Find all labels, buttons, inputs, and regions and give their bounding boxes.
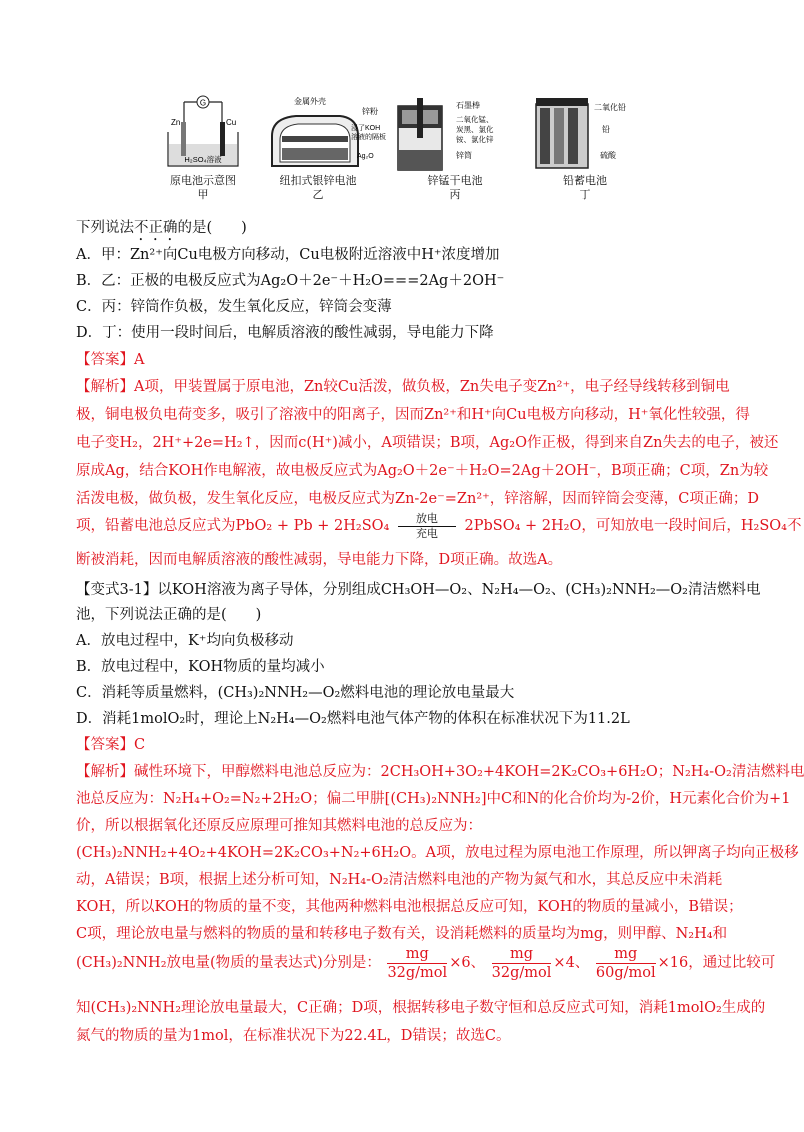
figure-caption: 铅蓄电池: [563, 174, 607, 187]
figure-caption: 原电池示意图: [170, 174, 236, 187]
svg-text:炭黑、氯化: 炭黑、氯化: [456, 125, 494, 134]
svg-text:Ag₂O: Ag₂O: [357, 153, 374, 160]
figure-lead-acid-battery: [530, 92, 640, 202]
explanation-line-reaction: 项，铅蓄电池总反应式为PbO₂ + Pb + 2H₂SO₄ 放电 充电 2PbSO₄ + 2H₂O，可知放电一段时间后，H₂SO₄不: [76, 511, 802, 540]
explanation-line: C项，理论放电量与燃料的物质的量和转移电子数有关，设消耗燃料的质量均为mg，则甲醇、N₂H₄和: [76, 926, 728, 942]
explanation-line: 原成Ag，结合KOH作电解液，故电极反应式为Ag₂O＋2e⁻＋H₂O=2Ag＋2OH⁻，B项正确；C项，Zn为较: [76, 463, 769, 479]
figure-button-battery: [258, 92, 386, 202]
svg-text:溶液的隔板: 溶液的隔板: [351, 134, 386, 141]
fraction: $\frac{mg}{\text{32g/mol}}$: [387, 945, 448, 981]
emphasis-dotted-text: 不正确: [134, 220, 178, 236]
figure-caption: 纽扣式银锌电池: [279, 174, 357, 187]
svg-text:铅: 铅: [602, 125, 610, 134]
svg-text:二氧化铅: 二氧化铅: [594, 103, 626, 112]
galvanic-cell-diagram: [158, 92, 248, 174]
answer: 【答案】A: [76, 352, 145, 368]
option-a: A．甲：Zn²⁺向Cu电极方向移动，Cu电极附近溶液中H⁺浓度增加: [76, 247, 500, 263]
svg-text:二氧化锰、: 二氧化锰、: [456, 115, 494, 124]
explanation-line: 价，所以根据氧化还原反应原理可推知其燃料电池的总反应为：: [76, 818, 482, 834]
svg-text:G: G: [199, 98, 207, 108]
dry-cell-diagram: [390, 92, 520, 174]
question-stem: 【变式3-1】以KOH溶液为离子导体，分别组成CH₃OH—O₂、N₂H₄—O₂、(CH₃)₂NNH₂—O₂清洁燃料电: [76, 582, 761, 598]
explanation-line: 氮气的物质的量为1mol，在标准状况下为22.4L，D错误；故选C。: [76, 1028, 511, 1044]
svg-text:锌粉: 锌粉: [362, 107, 378, 116]
explanation-line: 池总反应为：N₂H₄+O₂=N₂+2H₂O；偏二甲肼[(CH₃)₂NNH₂]中C和N的化合价均为-2价，H元素化合价为+1: [76, 791, 791, 807]
lead-acid-battery-diagram: [530, 92, 640, 174]
figure-label: 甲: [197, 188, 209, 201]
figure-label: 丙: [449, 188, 461, 201]
option-c: C．消耗等质量燃料，(CH₃)₂NNH₂—O₂燃料电池的理论放电量最大: [76, 685, 515, 701]
explanation-line: 【解析】A项，甲装置属于原电池，Zn较Cu活泼，做负极，Zn失电子变Zn²⁺，电子经导线转移到铜电: [76, 379, 730, 395]
option-a: A．放电过程中，K⁺均向负极移动: [76, 633, 294, 649]
figure-label: 乙: [312, 188, 324, 201]
explanation-line-fractions: (CH₃)₂NNH₂放电量(物质的量表达式)分别是： $\frac{mg}{\text{32g/mol}}$ ×6、 $\frac{mg}{\text{32g/mol}}$ ×4、 $\frac{mg}{\text{60g/mol}}$ ×16，通过比较可: [76, 945, 776, 981]
explanation-line: 极，铜电极负电荷变多，吸引了溶液中的阳离子，因而Zn²⁺和H⁺向Cu电极方向移动，H⁺氧化性较强，得: [76, 407, 750, 423]
explanation-line: 【解析】碱性环境下，甲醇燃料电池总反应为：2CH₃OH+3O₂+4KOH=2K₂CO₃+6H₂O；N₂H₄-O₂清洁燃料电: [76, 764, 804, 780]
option-b: B．放电过程中，KOH物质的量均减小: [76, 659, 325, 675]
explanation-line: 活泼电极，做负极，发生氧化反应，电极反应式为Zn-2e⁻=Zn²⁺，锌溶解，因而锌筒会变薄，C项正确；D: [76, 491, 760, 507]
svg-text:Cu: Cu: [226, 118, 237, 127]
figure-row: [140, 92, 660, 212]
option-b: B．乙：正极的电极反应式为Ag₂O＋2e⁻＋H₂O===2Ag＋2OH⁻: [76, 273, 505, 289]
svg-text:硫酸: 硫酸: [600, 151, 616, 160]
svg-text:H₂SO₄溶液: H₂SO₄溶液: [184, 155, 222, 164]
svg-text:金属外壳: 金属外壳: [294, 97, 326, 106]
explanation-line: KOH，所以KOH的物质的量不变，其他两种燃料电池根据总反应可知，KOH的物质的量减小，B错误；: [76, 899, 743, 915]
fraction: $\frac{mg}{\text{60g/mol}}$: [595, 945, 656, 981]
svg-text:Zn: Zn: [171, 118, 181, 127]
explanation-line: (CH₃)₂NNH₂+4O₂+4KOH=2K₂CO₃+N₂+6H₂O。A项，放电过程为原电池工作原理，所以钾离子均向正极移: [76, 845, 799, 861]
explanation-line: 断被消耗，因而电解质溶液的酸性减弱，导电能力下降，D项正确。故选A。: [76, 552, 563, 568]
figure-dry-cell: [390, 92, 520, 202]
figure-caption: 锌锰干电池: [427, 174, 483, 187]
svg-text:石墨棒: 石墨棒: [456, 101, 480, 110]
fraction: $\frac{mg}{\text{32g/mol}}$: [491, 945, 552, 981]
svg-text:浸了KOH: 浸了KOH: [351, 125, 381, 132]
question-stem: 下列说法不正确的是( ): [76, 220, 247, 236]
option-d: D．丁：使用一段时间后，电解质溶液的酸性减弱，导电能力下降: [76, 325, 494, 341]
explanation-line: 电子变H₂，2H⁺+2e=H₂↑，因而c(H⁺)减小，A项错误；B项，Ag₂O作正极，得到来自Zn失去的电子，被还: [76, 435, 779, 451]
question-stem: 池，下列说法正确的是( ): [76, 607, 262, 623]
option-c: C．丙：锌筒作负极，发生氧化反应，锌筒会变薄: [76, 299, 392, 315]
reversible-arrow: 放电 充电: [398, 513, 456, 540]
figure-galvanic-cell: [158, 92, 248, 202]
svg-text:铵、氯化锌: 铵、氯化锌: [456, 135, 494, 144]
figure-label: 丁: [579, 188, 591, 201]
explanation-line: 动，A错误；B项，根据上述分析可知，N₂H₄-O₂清洁燃料电池的产物为氮气和水，其总反应中未消耗: [76, 872, 723, 888]
explanation-line: 知(CH₃)₂NNH₂理论放电量最大，C正确；D项，根据转移电子数守恒和总反应式可知，消耗1molO₂生成的: [76, 1000, 766, 1016]
button-battery-diagram: [258, 92, 386, 174]
answer: 【答案】C: [76, 737, 146, 753]
option-d: D．消耗1molO₂时，理论上N₂H₄—O₂燃料电池气体产物的体积在标准状况下为11.2L: [76, 711, 630, 727]
svg-text:锌筒: 锌筒: [456, 151, 472, 160]
